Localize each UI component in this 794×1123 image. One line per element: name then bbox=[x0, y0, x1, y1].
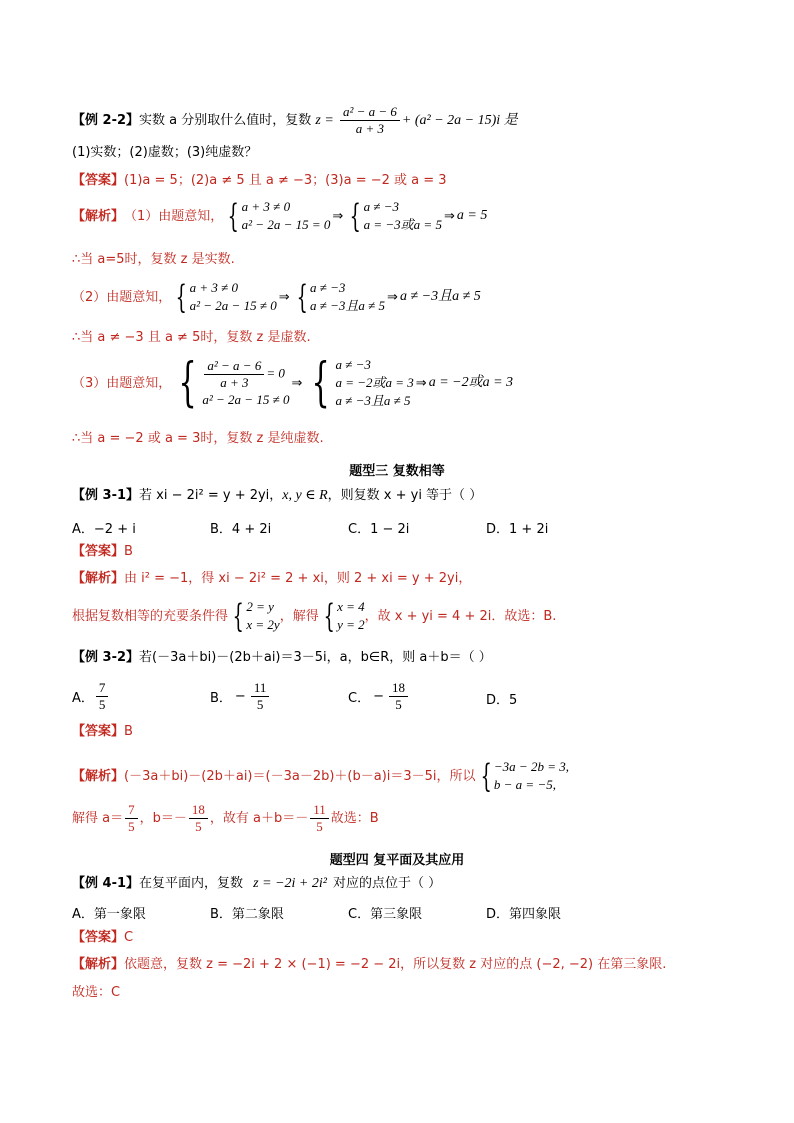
ex32-option-d[interactable]: D．5 bbox=[486, 693, 518, 708]
ex22-answer: (1)a = 5；(2)a ≠ 5 且 a ≠ −3；(3)a = −2 或 a = 3 bbox=[124, 173, 447, 188]
ex32-option-c[interactable]: C． − $\frac{18}{5}$ bbox=[348, 680, 410, 713]
ex31-answer-tag: 【答案】 bbox=[72, 544, 125, 559]
ex22-p1-lead: （1）由题意知， bbox=[124, 208, 224, 224]
ex32-frac-18-5: 18 5 bbox=[189, 802, 208, 835]
ex31-q-tail: ，则复数 x + yi 等于（ ） bbox=[327, 488, 483, 503]
ex32-question bbox=[72, 651, 492, 664]
ex22-p1-system-a: { a + 3 ≠ 0 a² − 2a − 15 = 0 bbox=[227, 197, 331, 235]
ex41-option-b[interactable]: B．第二象限 bbox=[210, 907, 284, 922]
ex31-tag: 【例 3-1】 bbox=[72, 488, 140, 503]
ex41-answer: C bbox=[124, 930, 134, 945]
ex32-tag: 【例 3-2】 bbox=[72, 650, 140, 665]
ex22-p3-system-a: { $\frac{\text{a² − a − 6}}{a + 3}$ = 0 a² − 2a − 15 ≠ 0 bbox=[178, 353, 290, 413]
ex22-q1-tail: + (a² − 2a − 15)i 是 bbox=[401, 113, 518, 128]
ex31-cond: x, y ∈ R bbox=[282, 488, 328, 503]
ex31-option-b[interactable]: B．4 + 2i bbox=[210, 522, 272, 537]
ex32-a1: (－3a＋bi)－(2b＋ai)＝(－3a－2b)＋(b－a)i＝3－5i，所以 bbox=[124, 768, 476, 784]
ex31-answer: B bbox=[124, 544, 133, 559]
ex32-frac-11-5: 11 5 bbox=[310, 802, 329, 835]
ex32-system: { −3a − 2b = 3, b − a = −5, bbox=[480, 757, 569, 795]
ex22-p3-result: a = −2或a = 3 bbox=[428, 375, 514, 390]
ex22-tag: 【例 2-2】 bbox=[72, 113, 140, 128]
ex32-q: 若(－3a＋bi)－(2b＋ai)＝3－5i，a，b∈R，则 a＋b＝（ ） bbox=[139, 650, 492, 665]
ex22-p3-system-b: { a ≠ −3 a = −2或a = 3 a ≠ −3且a ≠ 5 bbox=[311, 353, 414, 413]
ex32-a2-tail: 故选：B bbox=[330, 811, 379, 826]
ex22-fraction: $\frac{\text{a² − a − 6}}{a + 3}$ bbox=[340, 104, 400, 137]
ex32-a2-lead: 解得 a＝ bbox=[72, 811, 124, 826]
section-title-4: 题型四 复平面及其应用 bbox=[329, 853, 465, 868]
ex32-answer-tag: 【答案】 bbox=[72, 724, 125, 739]
ex31-question bbox=[72, 489, 482, 503]
ex22-answer-line bbox=[72, 174, 447, 187]
ex31-analysis-2 bbox=[72, 598, 556, 634]
ex32-answer-line bbox=[72, 725, 133, 738]
ex31-system-2: { x = 4 y = 2 bbox=[323, 597, 365, 635]
ex31-a2-lead: 根据复数相等的充要条件得 bbox=[72, 608, 229, 624]
ex31-a2-mid: ，解得 bbox=[279, 608, 319, 624]
ex41-q: 在复平面内，复数 bbox=[139, 876, 244, 891]
ex31-analysis-1 bbox=[72, 572, 471, 585]
ex41-analysis-1 bbox=[72, 958, 666, 971]
ex22-p2-system-a: { a + 3 ≠ 0 a² − 2a − 15 ≠ 0 bbox=[175, 278, 277, 316]
ex31-analysis-tag: 【解析】 bbox=[72, 571, 125, 586]
ex22-part1 bbox=[72, 198, 487, 234]
ex32-analysis-tag: 【解析】 bbox=[72, 768, 125, 784]
ex32-frac-7-5: 7 5 bbox=[125, 802, 138, 835]
ex22-z-eq: z = bbox=[315, 113, 334, 128]
ex31-a2-tail: ，故 x + yi = 4 + 2i．故选：B. bbox=[364, 608, 557, 624]
implies-icon: ⇒ bbox=[291, 375, 303, 391]
ex41-question bbox=[72, 877, 441, 891]
ex41-option-a[interactable]: A．第一象限 bbox=[72, 907, 146, 922]
ex41-option-d[interactable]: D．第四象限 bbox=[486, 907, 562, 922]
ex22-part3 bbox=[72, 353, 514, 413]
ex22-q1: 实数 a 分别取什么值时，复数 bbox=[139, 113, 312, 128]
ex41-q-tail: 对应的点位于（ ） bbox=[332, 876, 442, 891]
ex22-part2 bbox=[72, 279, 481, 315]
ex41-tag: 【例 4-1】 bbox=[72, 876, 140, 891]
ex22-p3-lead: （3）由题意知， bbox=[72, 375, 172, 391]
implies-icon: ⇒ bbox=[443, 208, 455, 224]
ex22-p2-conclusion: ∴当 a ≠ −3 且 a ≠ 5时，复数 z 是虚数. bbox=[72, 330, 311, 345]
ex22-p2-result: a ≠ −3且a ≠ 5 bbox=[399, 289, 481, 304]
ex32-answer: B bbox=[124, 724, 133, 739]
ex22-p1-system-b: { a ≠ −3 a = −3或a = 5 bbox=[349, 197, 442, 235]
ex22-analysis-tag: 【解析】 bbox=[72, 208, 125, 224]
ex22-p3-conclusion: ∴当 a = −2 或 a = 3时，复数 z 是纯虚数. bbox=[72, 431, 324, 446]
ex41-option-c[interactable]: C．第三象限 bbox=[348, 907, 423, 922]
ex32-option-b[interactable]: B． − $\frac{11}{5}$ bbox=[210, 680, 271, 713]
ex41-a1: 依题意，复数 z = −2i + 2 × (−1) = −2 − 2i，所以复数 z 对应的点 (−2, −2) 在第三象限. bbox=[124, 957, 667, 972]
ex41-analysis-2: 故选：C bbox=[72, 985, 121, 1000]
implies-icon: ⇒ bbox=[332, 208, 344, 224]
implies-icon: ⇒ bbox=[415, 375, 427, 391]
ex31-q: 若 xi − 2i² = y + 2yi， bbox=[139, 488, 283, 503]
ex41-answer-tag: 【答案】 bbox=[72, 930, 125, 945]
ex31-a1: 由 i² = −1，得 xi − 2i² = 2 + xi，则 2 + xi = y + 2yi， bbox=[124, 571, 472, 586]
ex31-answer-line bbox=[72, 545, 133, 558]
ex22-p1-result: a = 5 bbox=[456, 208, 488, 223]
ex22-question bbox=[72, 104, 518, 137]
ex41-answer-line bbox=[72, 931, 133, 944]
ex41-analysis-tag: 【解析】 bbox=[72, 957, 125, 972]
ex32-a2-mid: ，b＝－ bbox=[139, 811, 187, 826]
implies-icon: ⇒ bbox=[278, 289, 290, 305]
ex32-analysis-1 bbox=[72, 758, 569, 794]
section-title-3: 题型三 复数相等 bbox=[349, 464, 445, 479]
ex31-option-c[interactable]: C．1 − 2i bbox=[348, 522, 410, 537]
ex31-option-d[interactable]: D．1 + 2i bbox=[486, 522, 549, 537]
ex32-a2-mid2: ，故有 a＋b＝－ bbox=[209, 811, 309, 826]
ex22-answer-tag: 【答案】 bbox=[72, 173, 125, 188]
ex22-p2-system-b: { a ≠ −3 a ≠ −3且a ≠ 5 bbox=[296, 278, 386, 316]
ex41-eq: z = −2i + 2i² bbox=[253, 876, 327, 891]
ex32-option-a[interactable]: A． 7 5 bbox=[72, 680, 110, 713]
ex22-p2-lead: （2）由题意知， bbox=[72, 289, 172, 305]
ex31-system-1: { 2 = y x = 2y bbox=[232, 597, 280, 635]
ex32-analysis-2 bbox=[72, 802, 379, 835]
ex31-option-a[interactable]: A．−2 + i bbox=[72, 522, 136, 537]
ex22-parts: (1)实数；(2)虚数；(3)纯虚数？ bbox=[72, 145, 258, 160]
ex22-p1-conclusion: ∴当 a=5时，复数 z 是实数. bbox=[72, 252, 235, 267]
implies-icon: ⇒ bbox=[387, 289, 398, 305]
